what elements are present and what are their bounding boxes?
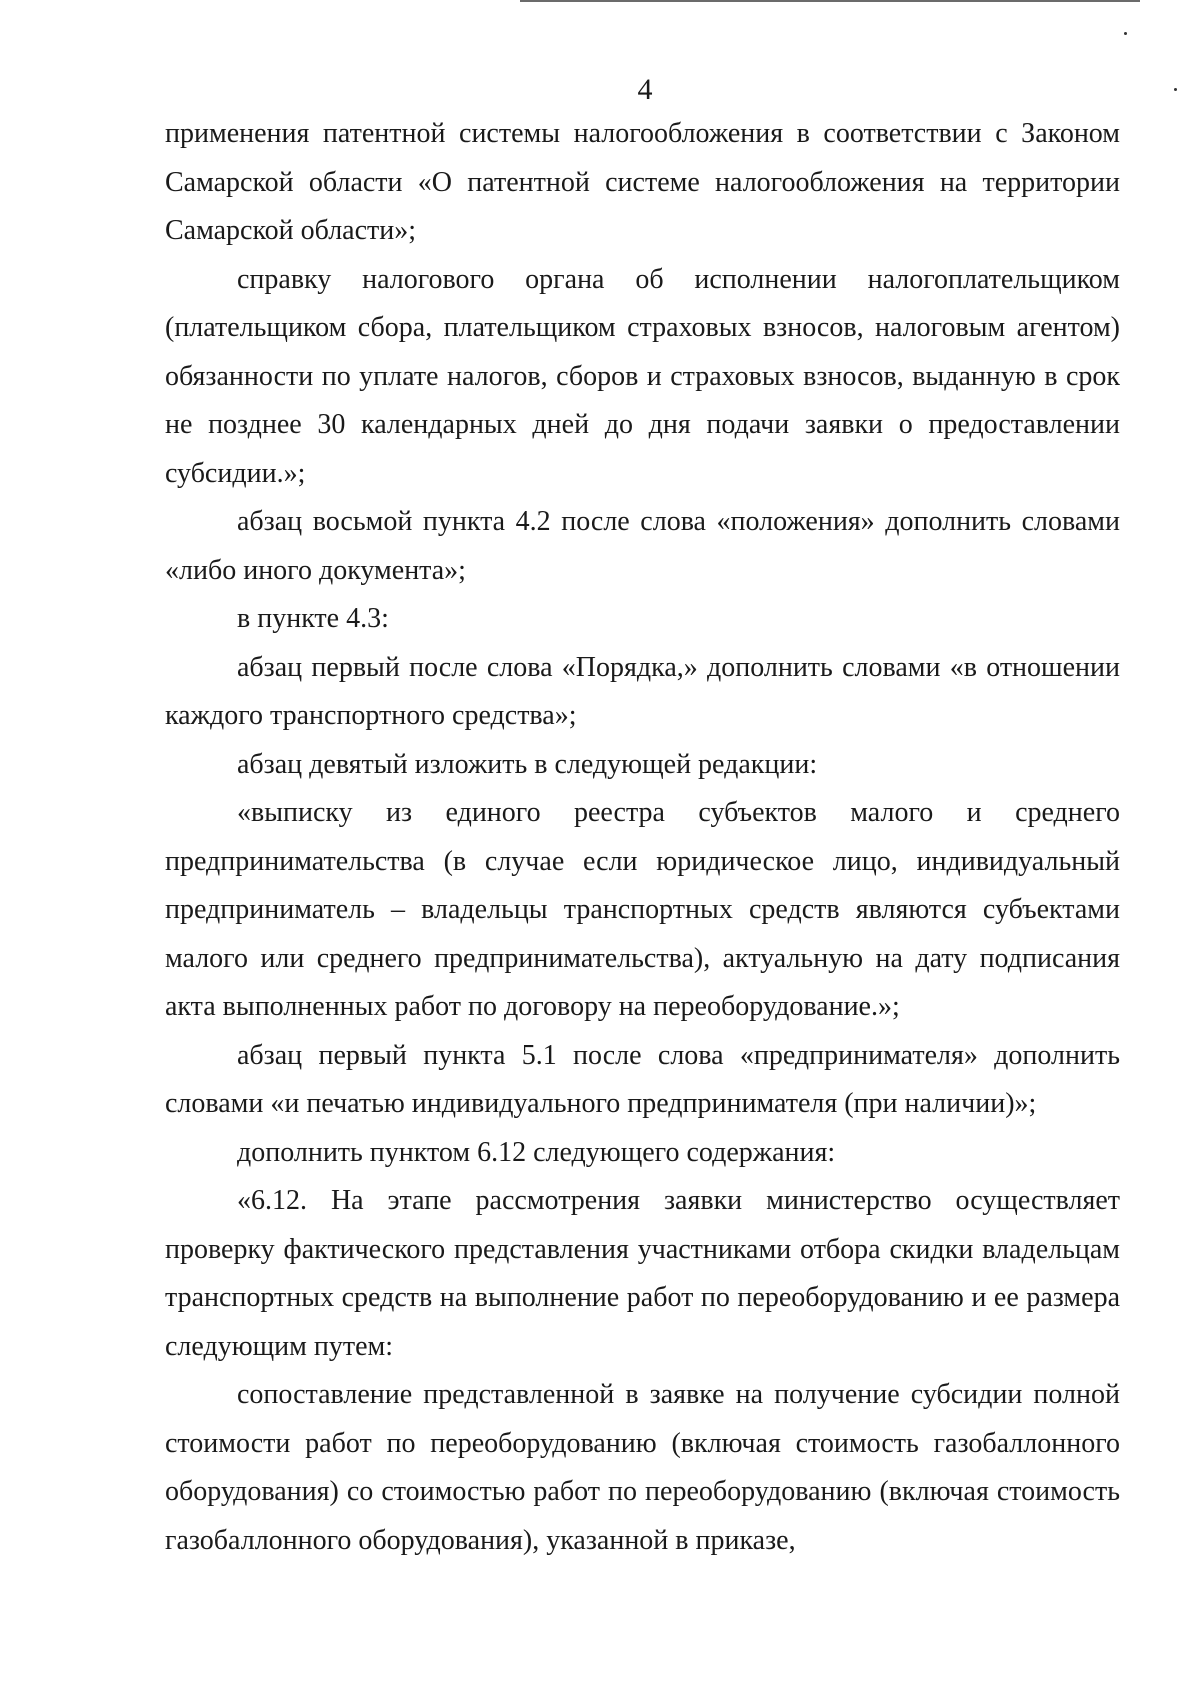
paragraph: абзац девятый изложить в следующей редакции: bbox=[237, 748, 818, 780]
paragraph: дополнить пунктом 6.12 следующего содержания: bbox=[237, 1136, 836, 1168]
paragraph: применения патентной системы налогообложения в соответствии с Законом Самарской области «О патентной системе налогообложения на территории Самарской области»; bbox=[165, 118, 1120, 246]
document-body bbox=[165, 110, 1120, 1565]
paragraph: абзац восьмой пункта 4.2 после слова «положения» дополнить словами «либо иного документа»; bbox=[165, 506, 1120, 586]
paragraph: справку налогового органа об исполнении налогоплательщиком (плательщиком сбора, плательщиком страховых взносов, налоговым агентом) обязанности по уплате налогов, сборов и страховых взносов, выданную в срок не позднее 30 календарных дней до дня подачи заявки о предоставлении субсидии.»; bbox=[165, 263, 1120, 489]
paragraph: сопоставление представленной в заявке на получение субсидии полной стоимости работ по переоборудованию (включая стоимость газобаллонного оборудования) со стоимостью работ по переоборудованию (включая стоимость газобаллонного оборудования), указанной в приказе, bbox=[165, 1379, 1120, 1556]
page-number: 4 bbox=[637, 73, 653, 106]
paragraph: «выписку из единого реестра субъектов малого и среднего предпринимательства (в случае если юридическое лицо, индивидуальный предприниматель – владельцы транспортных средств являются субъектами малого или среднего предпринимательства), актуальную на дату подписания акта выполненных работ по договору на переоборудование.»; bbox=[165, 797, 1120, 1022]
paragraph: абзац первый пункта 5.1 после слова «предпринимателя» дополнить словами «и печатью индивидуального предпринимателя (при наличии)»; bbox=[165, 1039, 1120, 1119]
paragraph: абзац первый после слова «Порядка,» дополнить словами «в отношении каждого транспортного средства»; bbox=[165, 651, 1120, 731]
paragraph: в пункте 4.3: bbox=[237, 603, 389, 634]
scan-speck bbox=[1124, 32, 1127, 35]
paragraph: «6.12. На этапе рассмотрения заявки министерство осуществляет проверку фактического представления участниками отбора скидки владельцам транспортных средств на выполнение работ по переоборудованию и ее размера следующим путем: bbox=[165, 1185, 1120, 1362]
scan-top-edge bbox=[520, 0, 1140, 2]
